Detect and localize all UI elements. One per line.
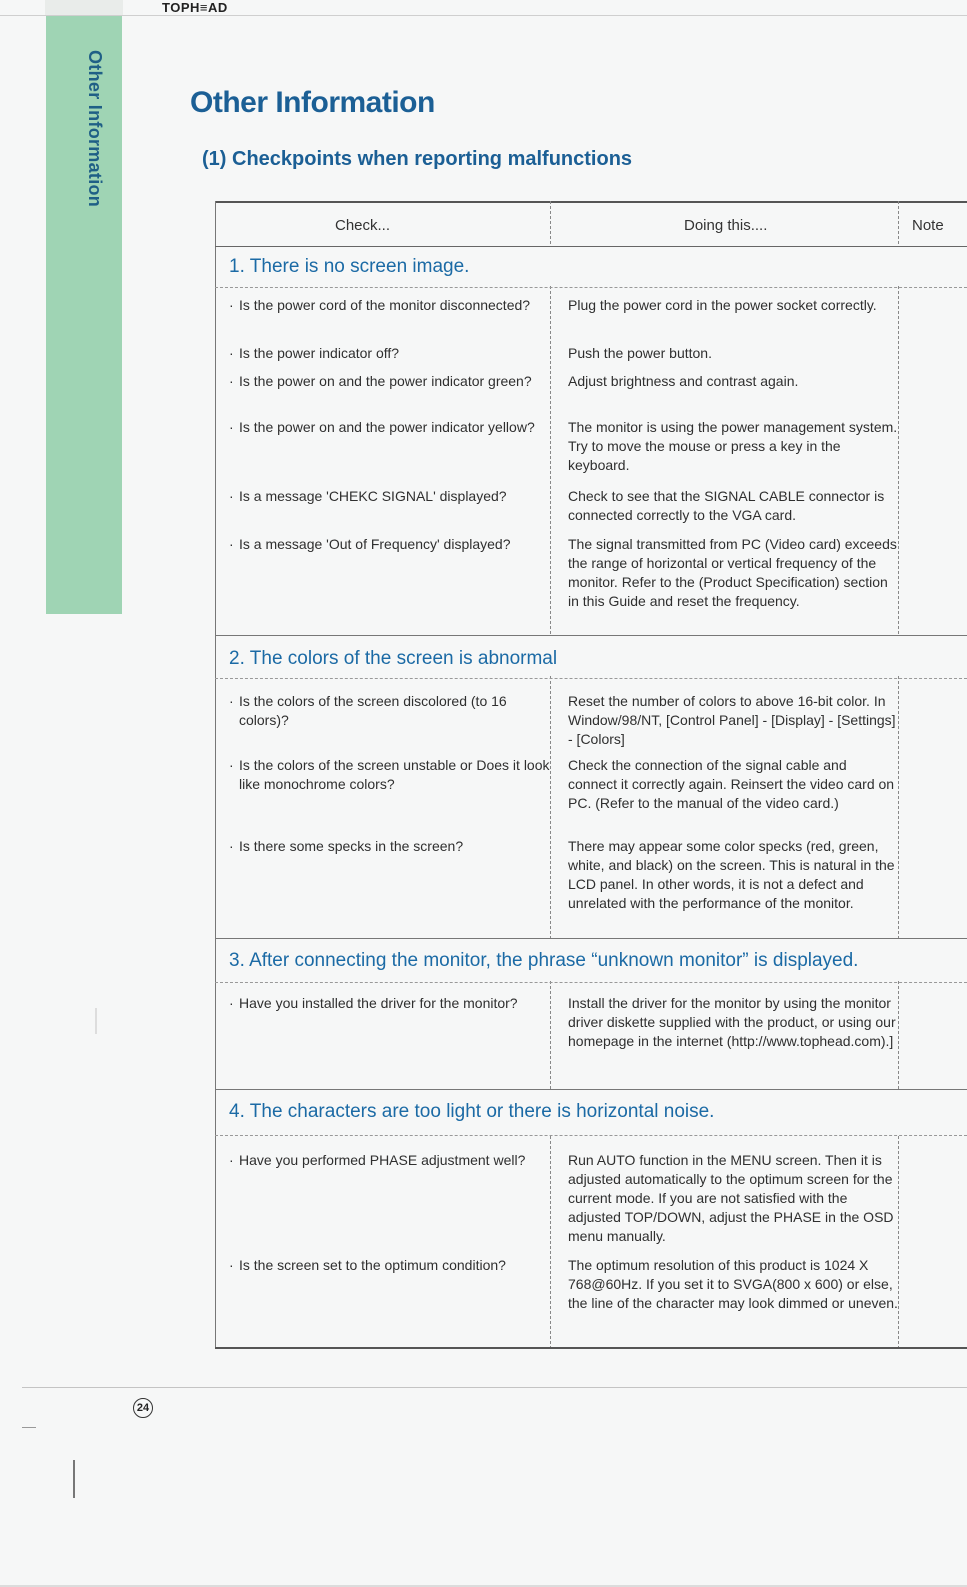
check-item: · Is a message 'Out of Frequency' displayed? — [229, 535, 559, 554]
doing-item: The monitor is using the power management system. Try to move the mouse or press a key in the keyboard. — [568, 419, 898, 473]
footer-divider — [22, 1387, 967, 1388]
doing-item: The optimum resolution of this product is 1024 X 768@60Hz. If you set it to SVGA(800 x 600) or else, the line of the character may look dimmed or uneven. — [568, 1257, 898, 1311]
section-divider — [215, 287, 967, 288]
doing-item: There may appear some color specks (red, green, white, and black) on the screen. This is natural in the LCD panel. In other words, it is not a defect and unrelated with the performance of the monitor. — [568, 838, 895, 911]
check-item: · Is the power on and the power indicator green? — [229, 372, 559, 391]
doing-item: Install the driver for the monitor by using the monitor driver diskette supplied with the product, or using our homepage in the internet (http://www.tophead.com).] — [568, 995, 896, 1049]
check-item: · Have you performed PHASE adjustment well? — [229, 1151, 559, 1170]
section-divider — [215, 982, 967, 983]
doing-item: Adjust brightness and contrast again. — [568, 373, 799, 389]
section-divider — [215, 1135, 967, 1136]
top-divider — [0, 15, 967, 16]
check-item: · Is a message 'CHEKC SIGNAL' displayed? — [229, 487, 559, 506]
check-item: · Is there some specks in the screen? — [229, 837, 559, 856]
scan-mark — [22, 1427, 36, 1428]
check-item: · Is the power cord of the monitor disconnected? — [229, 296, 559, 315]
header-doing: Doing this.... — [684, 217, 768, 234]
doing-item: Reset the number of colors to above 16-bit color. In Window/98/NT, [Control Panel] - [Display] - [Settings] - [Colors] — [568, 693, 896, 747]
check-item: · Is the power on and the power indicator yellow? — [229, 418, 559, 437]
page-number: 24 — [133, 1398, 153, 1418]
doing-item: Plug the power cord in the power socket correctly. — [568, 297, 877, 313]
table-left-border — [215, 201, 216, 1349]
page-title: Other Information — [190, 86, 435, 119]
section-divider — [215, 678, 967, 679]
header-note: Note — [912, 217, 944, 234]
doing-item: The signal transmitted from PC (Video card) exceeds the range of horizontal or vertical frequency of the monitor. Refer to the (Product Specification) section in this Guide and reset the frequency. — [568, 536, 897, 609]
section-title: 4. The characters are too light or there is horizontal noise. — [229, 1101, 718, 1123]
table-top-border — [215, 201, 967, 203]
check-item: · Is the power indicator off? — [229, 344, 559, 363]
header-band — [45, 0, 123, 15]
doing-item: Push the power button. — [568, 345, 712, 361]
check-item: · Is the colors of the screen discolored (to 16 colors)? — [229, 692, 559, 730]
checkpoints-table — [215, 201, 967, 1349]
table-bottom-border — [215, 1347, 967, 1349]
scan-mark — [73, 1460, 75, 1498]
doing-item: Check the connection of the signal cable and connect it correctly again. Reinsert the video card on PC. (Refer to the manual of the video card.) — [568, 757, 895, 811]
header-check: Check... — [335, 217, 391, 234]
doing-item: Check to see that the SIGNAL CABLE connector is connected correctly to the VGA card. — [568, 488, 885, 523]
brand-logo: TOPH≡AD — [162, 0, 228, 15]
section-title: 1. There is no screen image. — [229, 256, 473, 278]
doing-item: Run AUTO function in the MENU screen. Then it is adjusted automatically to the optimum screen for the current mode. If you are not satisfied with the adjusted TOP/DOWN, adjust the PHASE in the OSD menu manually. — [568, 1152, 894, 1244]
scan-mark — [95, 1008, 97, 1034]
side-tab-label: Other Information — [85, 50, 105, 208]
check-item: · Is the screen set to the optimum condition? — [229, 1256, 559, 1275]
section-title: 3. After connecting the monitor, the phrase “unknown monitor” is displayed. — [229, 950, 862, 972]
check-item: · Have you installed the driver for the monitor? — [229, 994, 559, 1013]
section-title: 2. The colors of the screen is abnormal — [229, 648, 561, 670]
column-divider — [898, 201, 899, 1349]
check-item: · Is the colors of the screen unstable or Does it look like monochrome colors? — [229, 756, 559, 794]
section-subtitle: (1) Checkpoints when reporting malfunctions — [202, 148, 633, 170]
